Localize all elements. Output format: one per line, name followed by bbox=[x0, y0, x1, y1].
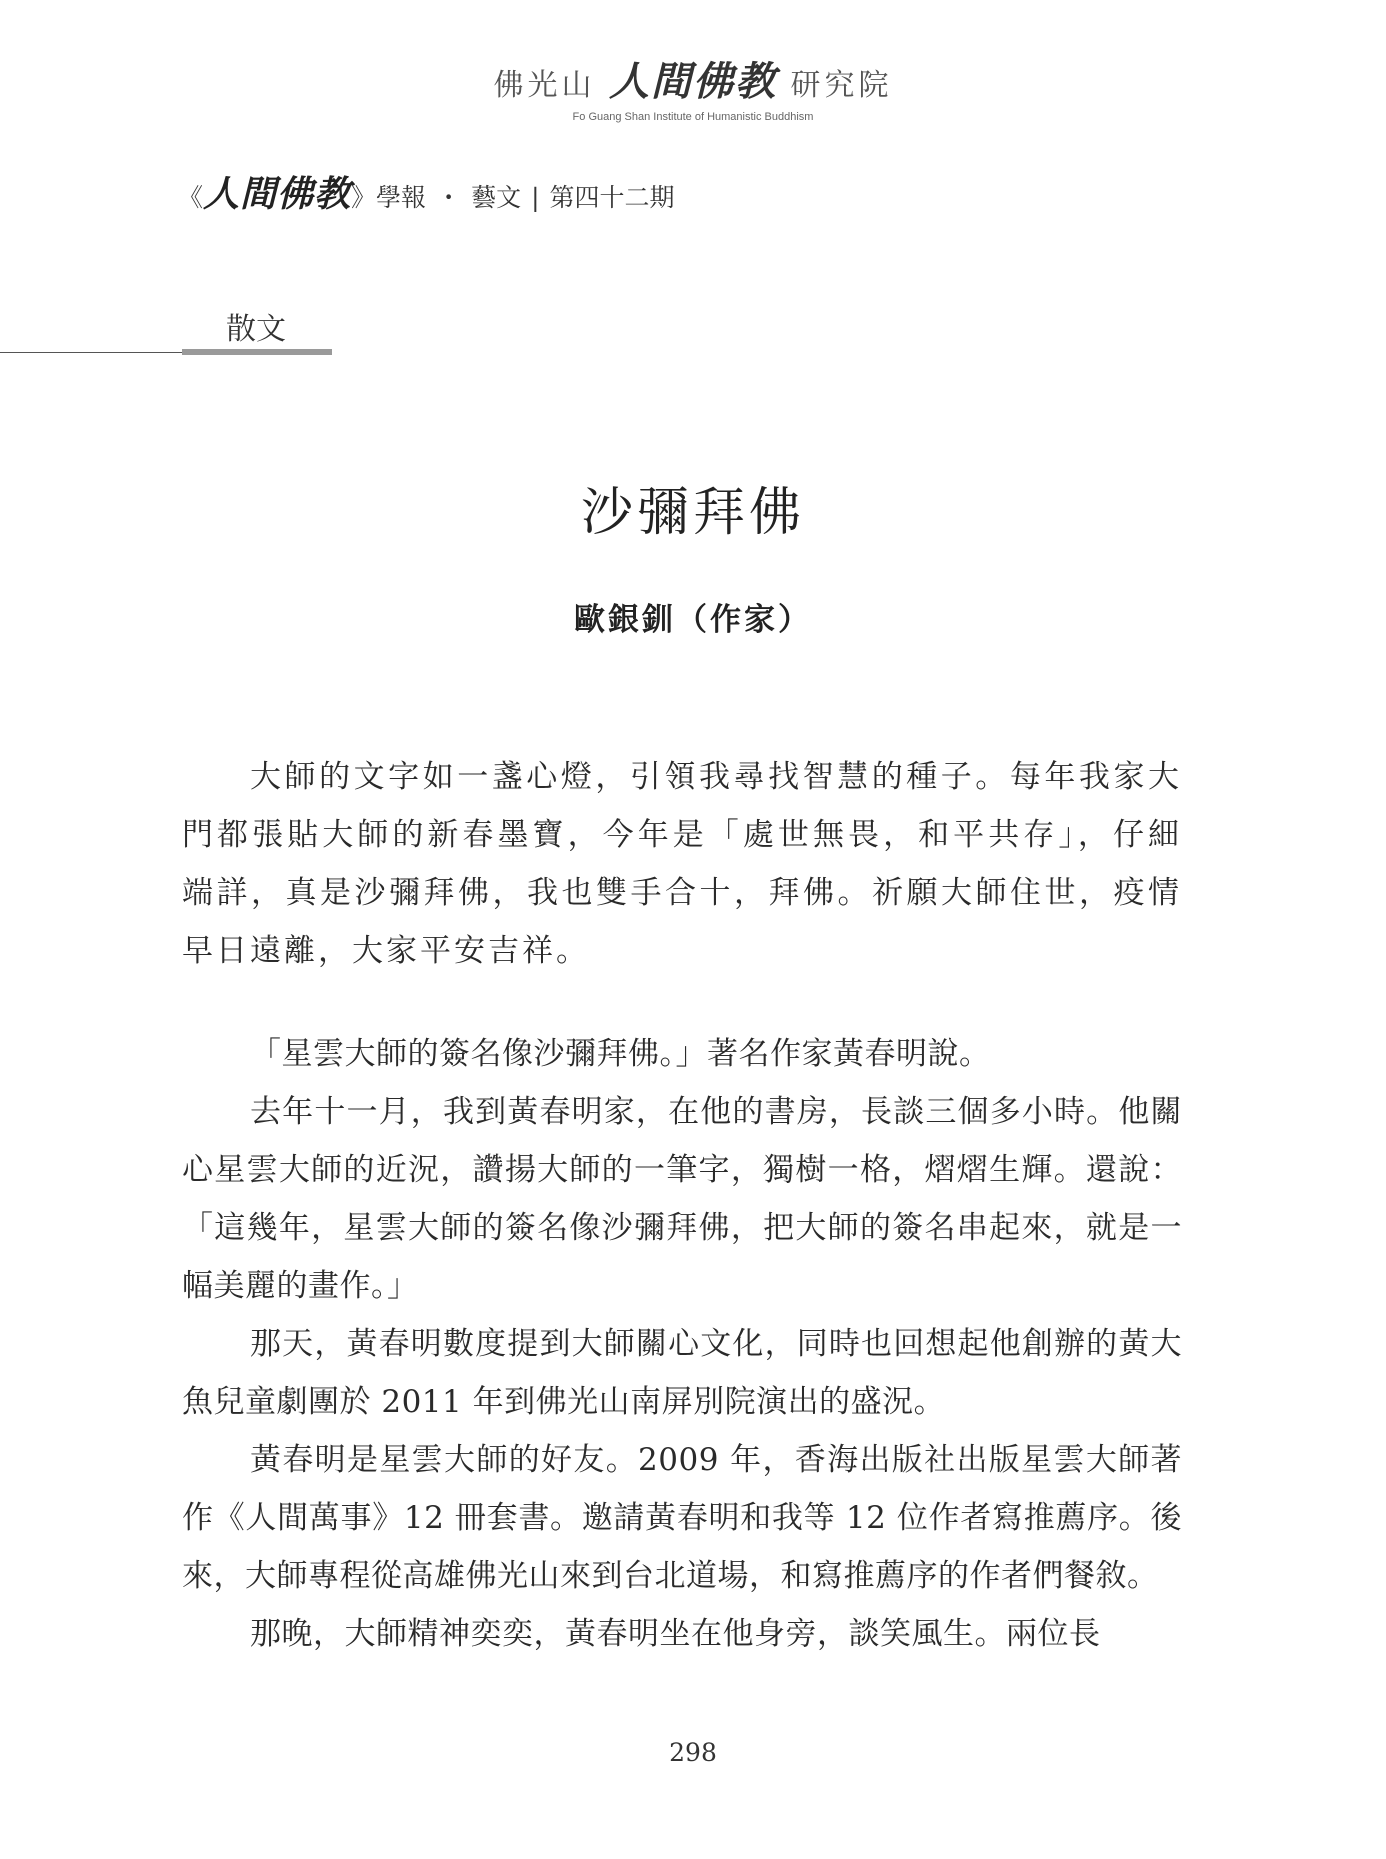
journal-separator: | bbox=[531, 183, 540, 212]
body-paragraph: 黃春明是星雲大師的好友。2009 年，香海出版社出版星雲大師著作《人間萬事》12 冊套書。邀請黃春明和我等 12 位作者寫推薦序。後來，大師專程從高雄佛光山來到台北道場，和寫推薦序的作者們餐敘。 bbox=[182, 1442, 1182, 1594]
institute-name bbox=[0, 58, 1386, 106]
journal-category: 藝文 bbox=[471, 183, 522, 212]
institute-suffix: 研究院 bbox=[790, 68, 893, 103]
section-label: 散文 bbox=[226, 312, 286, 347]
journal-issue: 第四十二期 bbox=[549, 183, 675, 212]
close-bracket: 》 bbox=[351, 183, 377, 212]
article-body-intro bbox=[182, 748, 1182, 980]
institute-header bbox=[0, 58, 1386, 124]
institute-english-name: Fo Guang Shan Institute of Humanistic Buddhism bbox=[572, 111, 814, 123]
article-title: 沙彌拜佛 bbox=[580, 483, 805, 543]
body-paragraph: 「星雲大師的簽名像沙彌拜佛。」著名作家黃春明說。 bbox=[250, 1036, 991, 1072]
body-paragraph: 那晚，大師精神奕奕，黃春明坐在他身旁，談笑風生。兩位長 bbox=[250, 1616, 1101, 1652]
journal-name: 學報 bbox=[376, 183, 427, 212]
section-rule-accent bbox=[182, 349, 332, 355]
article-body-main bbox=[182, 1025, 1182, 1663]
body-paragraph: 去年十一月，我到黃春明家，在他的書房，長談三個多小時。他關心星雲大師的近況，讚揚大師的一筆字，獨樹一格，熠熠生輝。還說：「這幾年，星雲大師的簽名像沙彌拜佛，把大師的簽名串起來，就是一幅美麗的畫作。」 bbox=[182, 1094, 1182, 1304]
open-bracket: 《 bbox=[178, 183, 204, 212]
journal-dot: ・ bbox=[436, 183, 462, 212]
institute-prefix: 佛光山 bbox=[493, 68, 596, 103]
journal-brand-logo: 人間佛教 bbox=[203, 173, 352, 215]
institute-brand-logo: 人間佛教 bbox=[609, 58, 777, 105]
body-paragraph: 那天，黃春明數度提到大師關心文化，同時也回想起他創辦的黃大魚兒童劇團於 2011 年到佛光山南屏別院演出的盛況。 bbox=[182, 1326, 1182, 1420]
article-author: 歐銀釧（作家） bbox=[574, 602, 812, 638]
body-paragraph: 大師的文字如一盞心燈，引領我尋找智慧的種子。每年我家大門都張貼大師的新春墨寶，今年是「處世無畏，和平共存」，仔細端詳，真是沙彌拜佛，我也雙手合十，拜佛。祈願大師住世，疫情早日遠離，大家平安吉祥。 bbox=[182, 759, 1182, 969]
page-number: 298 bbox=[669, 1738, 717, 1767]
journal-running-head bbox=[178, 166, 675, 217]
